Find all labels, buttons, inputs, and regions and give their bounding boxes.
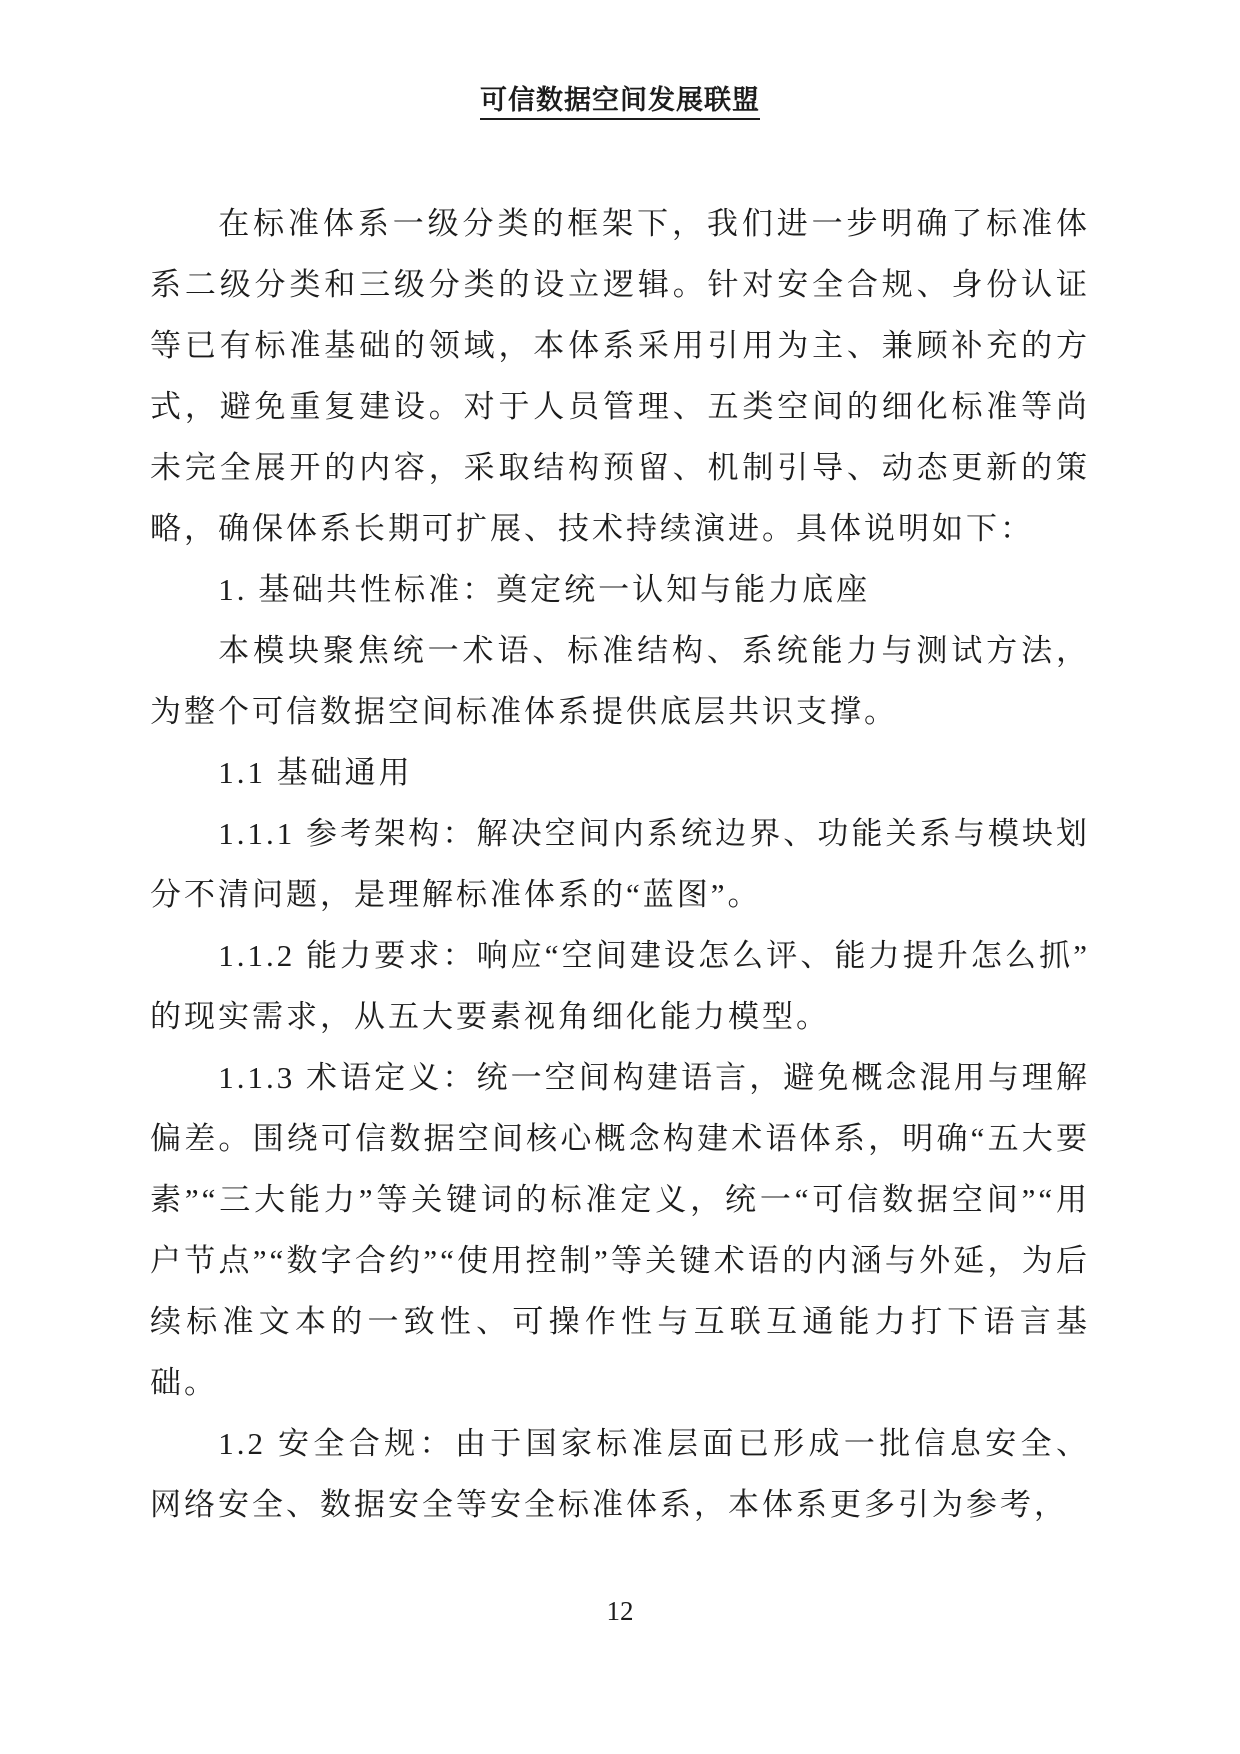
paragraph-section-1-heading: 1. 基础共性标准：奠定统一认知与能力底座 (218, 572, 871, 607)
page-footer (0, 1596, 1240, 1627)
document-header (0, 84, 1240, 120)
paragraph-section-1-1-heading: 1.1 基础通用 (218, 755, 413, 790)
document-body (150, 193, 1090, 1535)
paragraph-section-1-1-3: 1.1.3 术语定义：统一空间构建语言，避免概念混用与理解偏差。围绕可信数据空间核心概念构建术语体系，明确“五大要素”“三大能力”等关键词的标准定义，统一“可信数据空间”“用户节点”“数字合约”“使用控制”等关键术语的内涵与外延，为后续标准文本的一致性、可操作性与互联互通能力打下语言基础。 (150, 1060, 1090, 1400)
paragraph-section-1-body: 本模块聚焦统一术语、标准结构、系统能力与测试方法，为整个可信数据空间标准体系提供底层共识支撑。 (150, 633, 1090, 729)
paragraph-section-1-1-1: 1.1.1 参考架构：解决空间内系统边界、功能关系与模块划分不清问题，是理解标准体系的“蓝图”。 (150, 816, 1090, 912)
paragraph-intro: 在标准体系一级分类的框架下，我们进一步明确了标准体系二级分类和三级分类的设立逻辑。针对安全合规、身份认证等已有标准基础的领域，本体系采用引用为主、兼顾补充的方式，避免重复建设。对于人员管理、五类空间的细化标准等尚未完全展开的内容，采取结构预留、机制引导、动态更新的策略，确保体系长期可扩展、技术持续演进。具体说明如下： (150, 206, 1090, 546)
document-header-title: 可信数据空间发展联盟 (480, 84, 760, 120)
paragraph-section-1-1-2: 1.1.2 能力要求：响应“空间建设怎么评、能力提升怎么抓”的现实需求，从五大要素视角细化能力模型。 (150, 938, 1090, 1034)
page-number: 12 (606, 1596, 634, 1626)
paragraph-section-1-2: 1.2 安全合规：由于国家标准层面已形成一批信息安全、网络安全、数据安全等安全标准体系，本体系更多引为参考， (150, 1426, 1090, 1522)
